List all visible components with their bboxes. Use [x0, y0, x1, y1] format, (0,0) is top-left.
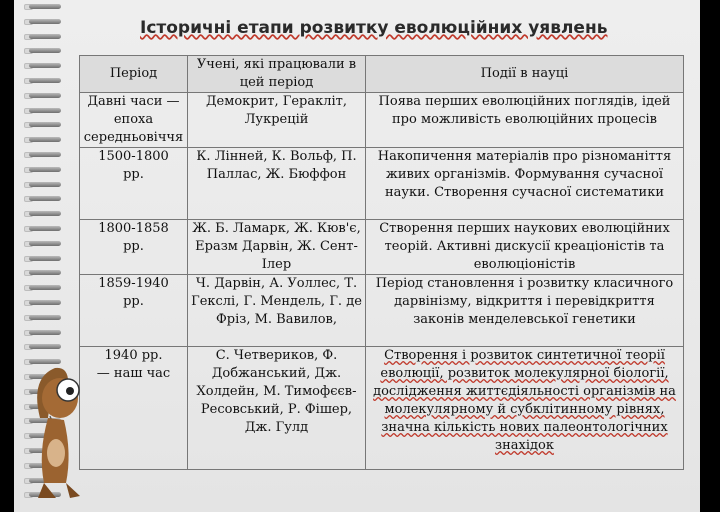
cell-scientists: Демокрит, Геракліт, Лукрецій — [188, 93, 366, 148]
cell-period: 1800-1858 рр. — [80, 220, 188, 275]
evolution-stages-table — [79, 55, 684, 470]
spiral-ring — [24, 135, 64, 144]
spiral-ring — [24, 194, 64, 203]
spiral-ring — [24, 239, 64, 248]
spiral-ring — [24, 224, 64, 233]
spiral-ring — [24, 165, 64, 174]
spiral-ring — [24, 32, 64, 41]
header-events: Події в науці — [366, 56, 684, 93]
table-row — [80, 220, 684, 275]
spiral-ring — [24, 2, 64, 11]
cell-period: 1940 рр. — наш час — [80, 347, 188, 470]
spiral-ring — [24, 298, 64, 307]
spiral-ring — [24, 120, 64, 129]
spiral-ring — [24, 17, 64, 26]
spiral-ring — [24, 209, 64, 218]
cell-period: 1500-1800 рр. — [80, 148, 188, 220]
spiral-ring — [24, 283, 64, 292]
spiral-ring — [24, 76, 64, 85]
squirrel-mascot-icon — [30, 358, 90, 503]
cell-events: Створення перших наукових еволюційних теорій. Активні дискусії креаціоністів та еволюціоністів — [366, 220, 684, 275]
cell-scientists: Ж. Б. Ламарк, Ж. Кюв'є, Еразм Дарвін, Ж. Сент-Ілер — [188, 220, 366, 275]
cell-events: Накопичення матеріалів про різноманіття живих організмів. Формування сучасної науки. Створення сучасної систематики — [366, 148, 684, 220]
header-period: Період — [80, 56, 188, 93]
spiral-ring — [24, 46, 64, 55]
table-header-row — [80, 56, 684, 93]
spiral-ring — [24, 268, 64, 277]
cell-period: 1859-1940 рр. — [80, 275, 188, 347]
cell-period: Давні часи —епоха середньовіччя — [80, 93, 188, 148]
spiral-ring — [24, 150, 64, 159]
cell-events: Створення і розвиток синтетичної теорії еволюції, розвиток молекулярної біології, дослідження життєдіяльності організмів на молекулярному й субклітинному рівнях, значна кількість нових палеонтологічних знахідок — [366, 347, 684, 470]
table-row — [80, 93, 684, 148]
table-row — [80, 148, 684, 220]
spiral-ring — [24, 254, 64, 263]
cell-events: Поява перших еволюційних поглядів, ідей про можливість еволюційних процесів — [366, 93, 684, 148]
spiral-ring — [24, 328, 64, 337]
spiral-ring — [24, 342, 64, 351]
table-row — [80, 275, 684, 347]
spiral-ring — [24, 106, 64, 115]
cell-scientists: К. Лінней, К. Вольф, П. Паллас, Ж. Бюффон — [188, 148, 366, 220]
table-row — [80, 347, 684, 470]
spiral-ring — [24, 313, 64, 322]
spiral-ring — [24, 91, 64, 100]
header-scientists: Учені, які працювали в цей період — [188, 56, 366, 93]
spiral-ring — [24, 61, 64, 70]
spiral-ring — [24, 180, 64, 189]
cell-scientists: С. Четвериков, Ф. Добжанський, Дж. Холдейн, М. Тимофєєв-Ресовський, Р. Фішер, Дж. Гулд — [188, 347, 366, 470]
cell-scientists: Ч. Дарвін, А. Уоллес, Т. Гекслі, Г. Мендель, Г. де Фріз, М. Вавилов, — [188, 275, 366, 347]
page-title: Історичні етапи розвитку еволюційних уявлень — [140, 18, 608, 38]
cell-events: Період становлення і розвитку класичного дарвінізму, відкриття і перевідкриття законів менделевської генетики — [366, 275, 684, 347]
